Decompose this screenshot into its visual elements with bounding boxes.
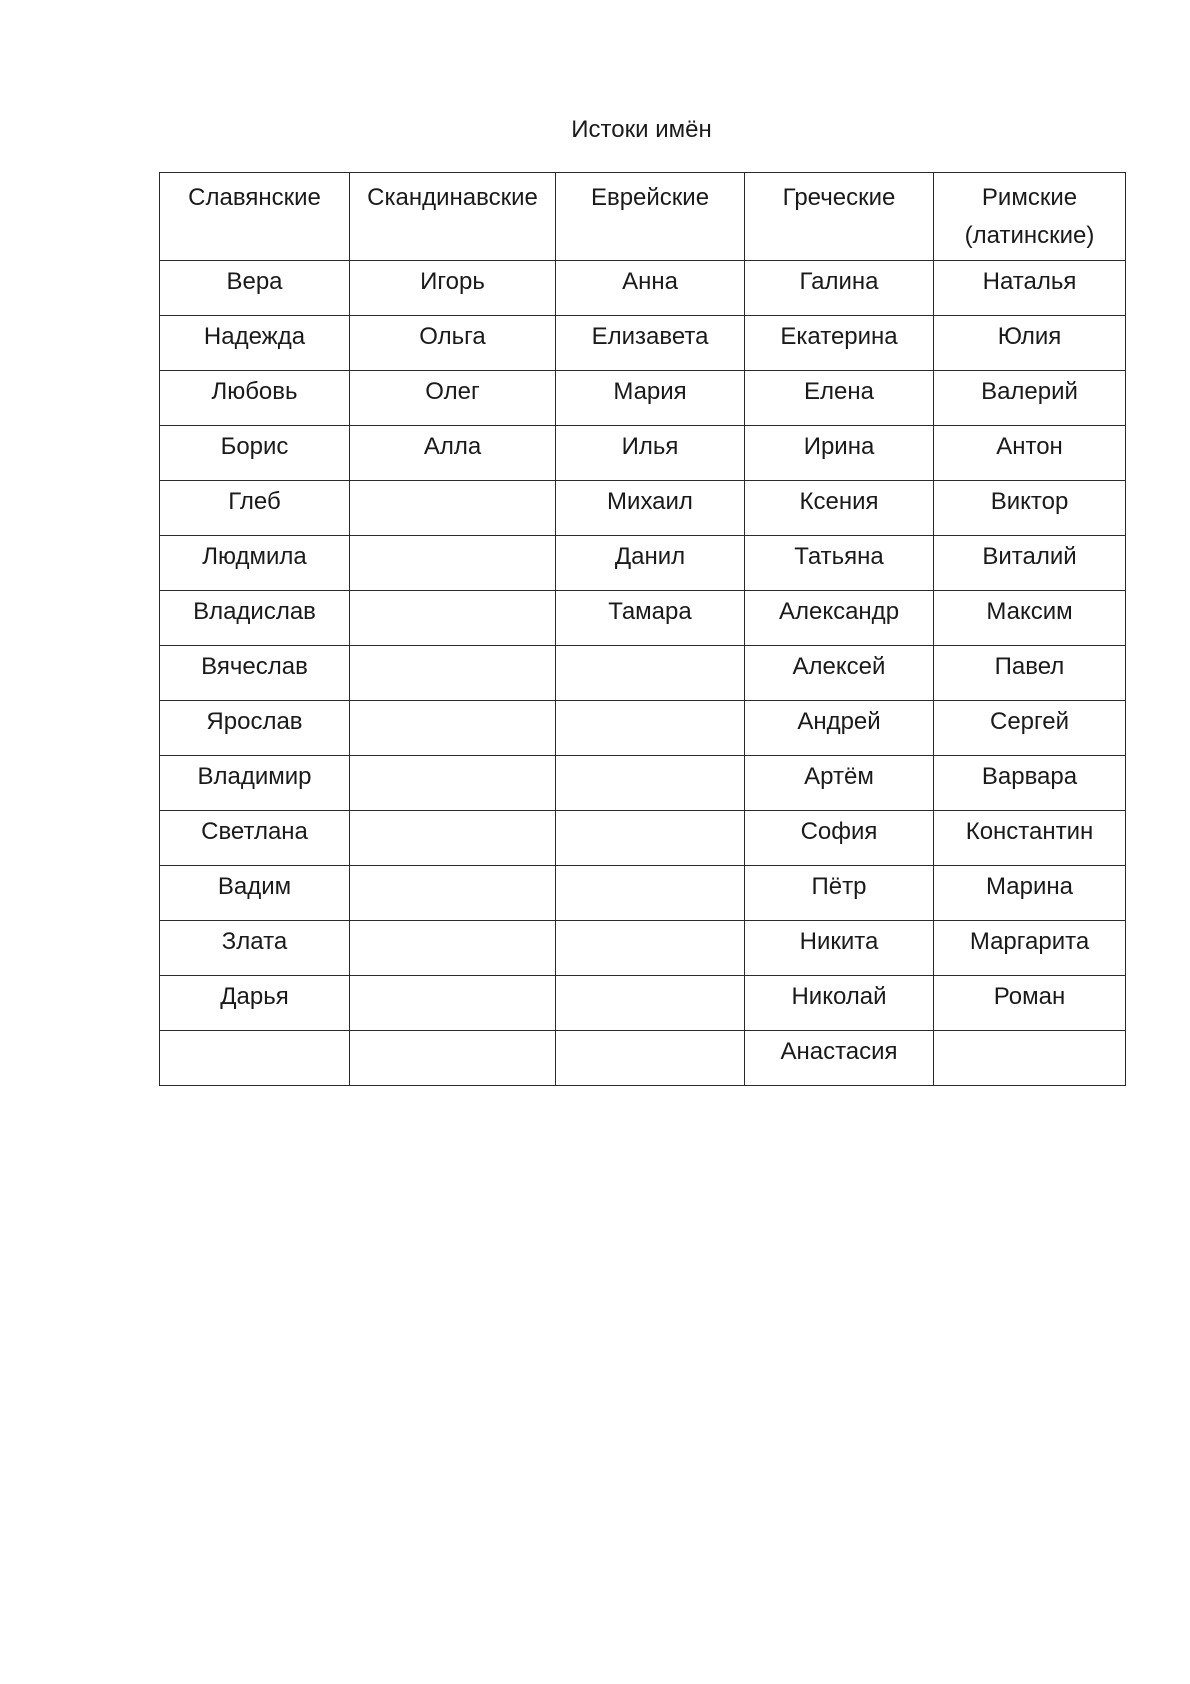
header-greek: Греческие xyxy=(745,173,934,261)
header-slavic: Славянские xyxy=(160,173,350,261)
cell-scandinavian xyxy=(350,1031,556,1086)
table-row xyxy=(160,316,1126,371)
cell-roman xyxy=(934,1031,1126,1086)
cell-slavic: Светлана xyxy=(160,811,350,866)
table-body xyxy=(160,261,1126,1086)
cell-slavic: Ярослав xyxy=(160,701,350,756)
table-row xyxy=(160,426,1126,481)
cell-roman: Павел xyxy=(934,646,1126,701)
names-table xyxy=(159,172,1126,1086)
header-roman: Римские (латинские) xyxy=(934,173,1126,261)
cell-scandinavian xyxy=(350,866,556,921)
cell-hebrew: Мария xyxy=(556,371,745,426)
cell-hebrew: Елизавета xyxy=(556,316,745,371)
cell-roman: Антон xyxy=(934,426,1126,481)
table-row xyxy=(160,701,1126,756)
cell-greek: Андрей xyxy=(745,701,934,756)
cell-roman: Виталий xyxy=(934,536,1126,591)
cell-greek: Анастасия xyxy=(745,1031,934,1086)
cell-scandinavian: Игорь xyxy=(350,261,556,316)
cell-hebrew: Илья xyxy=(556,426,745,481)
cell-slavic: Борис xyxy=(160,426,350,481)
cell-slavic xyxy=(160,1031,350,1086)
table-row xyxy=(160,371,1126,426)
cell-roman: Константин xyxy=(934,811,1126,866)
page-title: Истоки имён xyxy=(571,116,712,143)
cell-scandinavian xyxy=(350,701,556,756)
cell-slavic: Злата xyxy=(160,921,350,976)
cell-greek: Никита xyxy=(745,921,934,976)
header-scandinavian: Скандинавские xyxy=(350,173,556,261)
cell-roman: Юлия xyxy=(934,316,1126,371)
cell-slavic: Дарья xyxy=(160,976,350,1031)
cell-hebrew xyxy=(556,866,745,921)
cell-roman: Наталья xyxy=(934,261,1126,316)
table-row xyxy=(160,976,1126,1031)
cell-scandinavian xyxy=(350,756,556,811)
cell-hebrew: Михаил xyxy=(556,481,745,536)
cell-scandinavian xyxy=(350,536,556,591)
cell-hebrew: Данил xyxy=(556,536,745,591)
table-row xyxy=(160,646,1126,701)
cell-hebrew xyxy=(556,976,745,1031)
cell-greek: София xyxy=(745,811,934,866)
cell-scandinavian: Ольга xyxy=(350,316,556,371)
table-row xyxy=(160,261,1126,316)
cell-greek: Алексей xyxy=(745,646,934,701)
table-row xyxy=(160,866,1126,921)
cell-hebrew: Тамара xyxy=(556,591,745,646)
cell-roman: Сергей xyxy=(934,701,1126,756)
cell-scandinavian xyxy=(350,811,556,866)
table-row xyxy=(160,591,1126,646)
table-row xyxy=(160,1031,1126,1086)
table-header xyxy=(160,173,1126,261)
table-row xyxy=(160,756,1126,811)
cell-greek: Елена xyxy=(745,371,934,426)
cell-slavic: Любовь xyxy=(160,371,350,426)
cell-scandinavian xyxy=(350,976,556,1031)
cell-roman: Варвара xyxy=(934,756,1126,811)
cell-hebrew: Анна xyxy=(556,261,745,316)
cell-roman: Маргарита xyxy=(934,921,1126,976)
cell-scandinavian xyxy=(350,481,556,536)
cell-greek: Татьяна xyxy=(745,536,934,591)
table-row xyxy=(160,481,1126,536)
cell-scandinavian xyxy=(350,646,556,701)
cell-roman: Валерий xyxy=(934,371,1126,426)
cell-greek: Николай xyxy=(745,976,934,1031)
table-row xyxy=(160,921,1126,976)
cell-slavic: Вера xyxy=(160,261,350,316)
cell-hebrew xyxy=(556,701,745,756)
cell-slavic: Надежда xyxy=(160,316,350,371)
cell-hebrew xyxy=(556,811,745,866)
cell-slavic: Владислав xyxy=(160,591,350,646)
cell-scandinavian: Алла xyxy=(350,426,556,481)
cell-roman: Виктор xyxy=(934,481,1126,536)
cell-hebrew xyxy=(556,921,745,976)
header-hebrew: Еврейские xyxy=(556,173,745,261)
cell-roman: Роман xyxy=(934,976,1126,1031)
cell-roman: Максим xyxy=(934,591,1126,646)
cell-greek: Ирина xyxy=(745,426,934,481)
cell-slavic: Глеб xyxy=(160,481,350,536)
cell-greek: Александр xyxy=(745,591,934,646)
cell-slavic: Людмила xyxy=(160,536,350,591)
table-row xyxy=(160,536,1126,591)
cell-slavic: Вячеслав xyxy=(160,646,350,701)
table-row xyxy=(160,811,1126,866)
cell-scandinavian: Олег xyxy=(350,371,556,426)
header-row xyxy=(160,173,1126,261)
cell-greek: Пётр xyxy=(745,866,934,921)
cell-hebrew xyxy=(556,1031,745,1086)
cell-greek: Екатерина xyxy=(745,316,934,371)
cell-greek: Артём xyxy=(745,756,934,811)
cell-hebrew xyxy=(556,646,745,701)
cell-scandinavian xyxy=(350,591,556,646)
cell-greek: Ксения xyxy=(745,481,934,536)
cell-roman: Марина xyxy=(934,866,1126,921)
cell-scandinavian xyxy=(350,921,556,976)
cell-slavic: Владимир xyxy=(160,756,350,811)
cell-slavic: Вадим xyxy=(160,866,350,921)
cell-hebrew xyxy=(556,756,745,811)
cell-greek: Галина xyxy=(745,261,934,316)
